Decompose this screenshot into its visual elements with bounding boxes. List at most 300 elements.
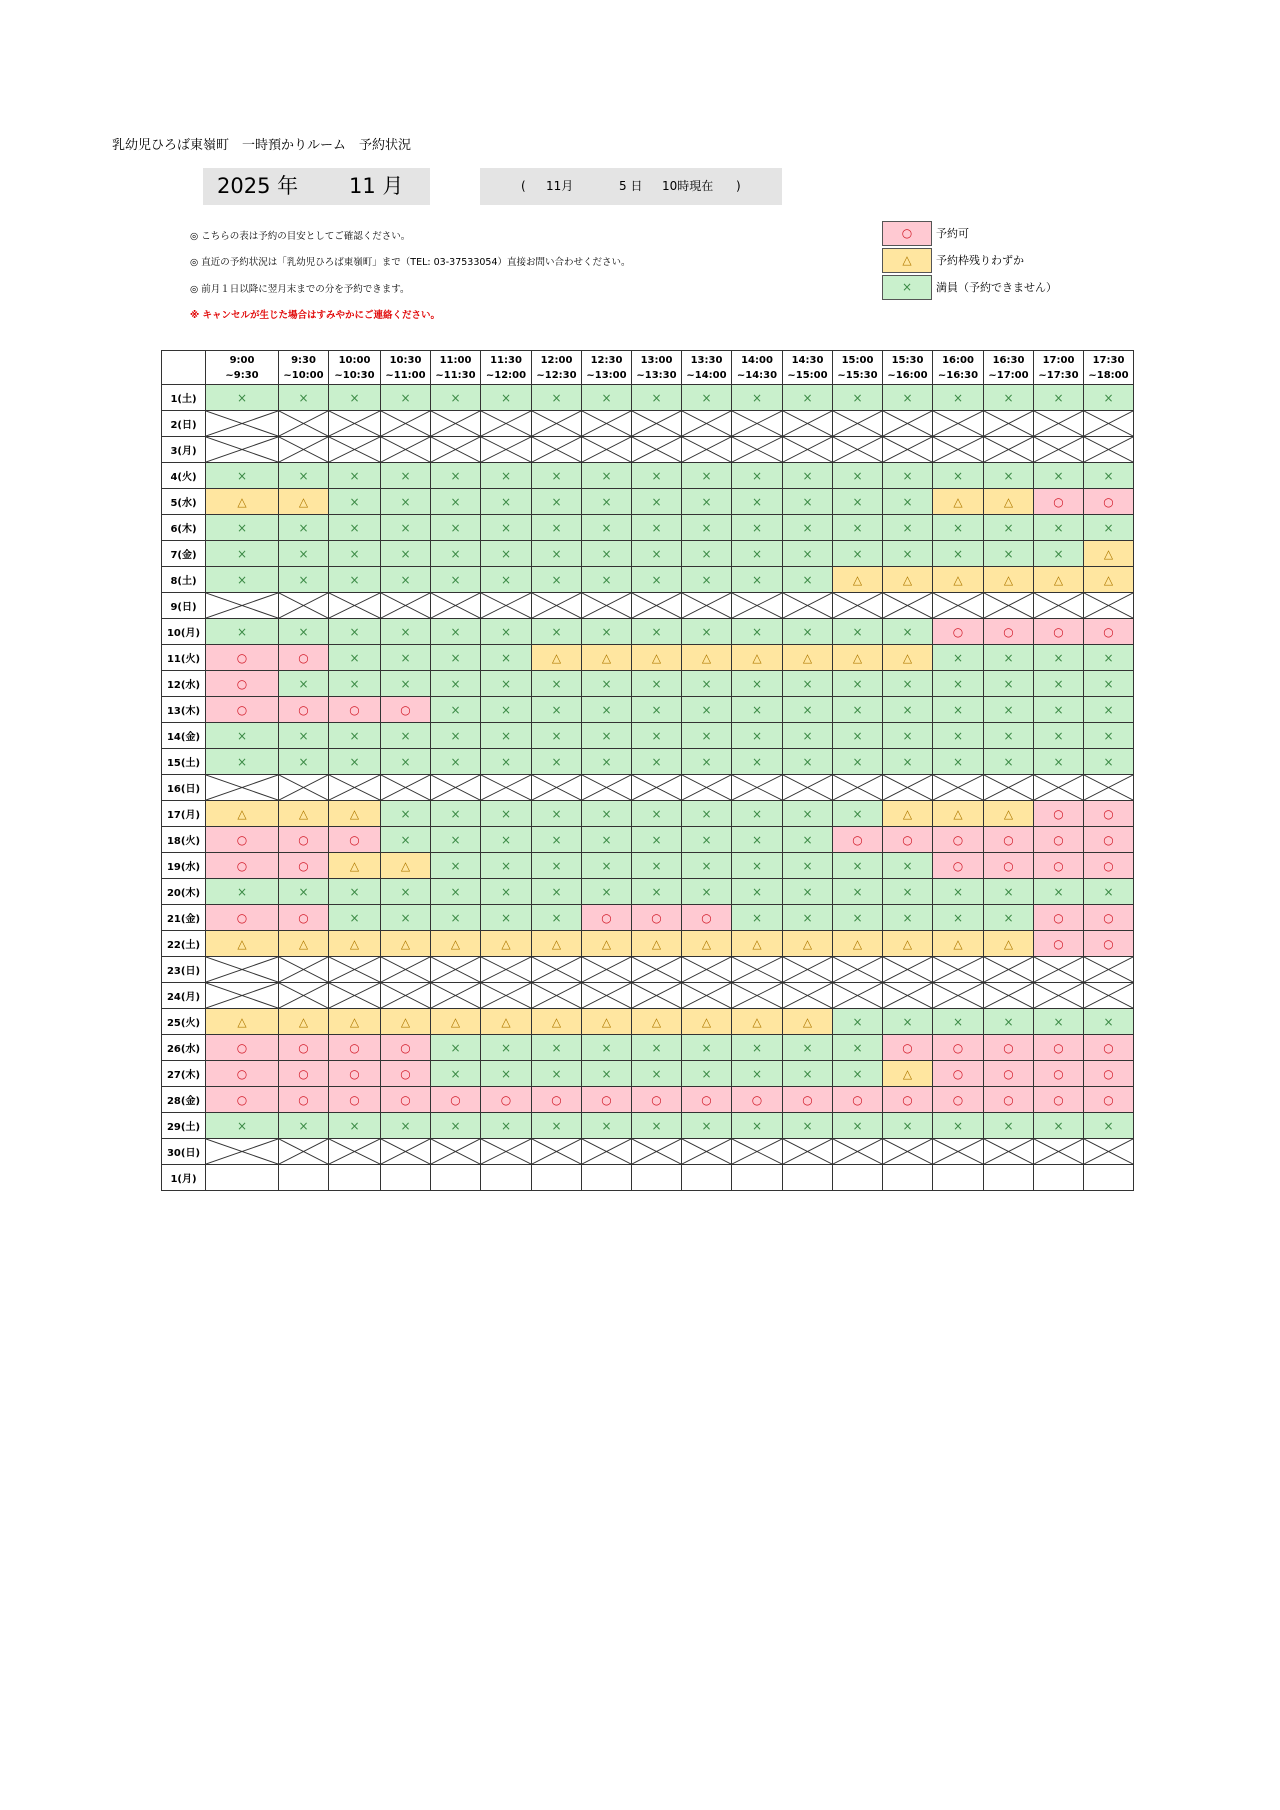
- time-slot-header: [682, 351, 732, 385]
- available-cell: ○: [329, 1035, 381, 1061]
- closed-cross-icon: [532, 411, 581, 436]
- day-label: 3(月): [162, 437, 206, 463]
- closed-cross-icon: [481, 593, 531, 618]
- full-cell: ×: [933, 671, 984, 697]
- full-cell: ×: [381, 489, 431, 515]
- full-cell: ×: [682, 671, 732, 697]
- time-slot-header: [883, 351, 933, 385]
- full-cell: ×: [984, 385, 1034, 411]
- full-cell: ×: [532, 541, 582, 567]
- time-slot-header: [481, 351, 532, 385]
- available-cell: ○: [984, 853, 1034, 879]
- as-of-box: [480, 168, 782, 205]
- full-cell: ×: [381, 801, 431, 827]
- closed-cross-icon: [1084, 437, 1133, 462]
- full-cell: ×: [632, 827, 682, 853]
- full-cell: ×: [481, 749, 532, 775]
- closed-cross-icon: [833, 1139, 882, 1164]
- full-cell: ×: [783, 515, 833, 541]
- day-row: [162, 1087, 1134, 1113]
- full-cell: ×: [632, 619, 682, 645]
- few-left-cell: △: [933, 931, 984, 957]
- slot-start: 13:00: [640, 354, 673, 366]
- closed-cell: [329, 957, 381, 983]
- few-left-cell: △: [1084, 541, 1134, 567]
- closed-cross-icon: [431, 775, 480, 800]
- day-label: 14(金): [162, 723, 206, 749]
- closed-cross-icon: [632, 957, 681, 982]
- full-cell: ×: [532, 879, 582, 905]
- closed-cross-icon: [632, 1139, 681, 1164]
- full-cell: ×: [532, 1035, 582, 1061]
- slot-end: ~15:30: [837, 369, 878, 381]
- reservation-table: [161, 350, 1134, 1191]
- few-left-cell: △: [682, 1009, 732, 1035]
- slot-end: ~9:30: [225, 369, 259, 381]
- closed-cross-icon: [1034, 983, 1083, 1008]
- full-cell: ×: [833, 671, 883, 697]
- available-cell: ○: [1084, 801, 1134, 827]
- few-left-cell: △: [933, 567, 984, 593]
- full-cell: ×: [682, 515, 732, 541]
- full-cell: ×: [329, 541, 381, 567]
- closed-cross-icon: [431, 957, 480, 982]
- closed-cell: [206, 983, 279, 1009]
- empty-cell: [1034, 1165, 1084, 1191]
- full-cell: ×: [833, 697, 883, 723]
- full-cell: ×: [833, 1113, 883, 1139]
- slot-start: 12:30: [590, 354, 623, 366]
- full-cell: ×: [933, 905, 984, 931]
- few-left-cell: △: [883, 567, 933, 593]
- full-cell: ×: [682, 697, 732, 723]
- closed-cross-icon: [481, 983, 531, 1008]
- full-cell: ×: [682, 723, 732, 749]
- slot-start: 15:30: [891, 354, 924, 366]
- slot-start: 9:00: [229, 354, 255, 366]
- full-cell: ×: [582, 567, 632, 593]
- full-cell: ×: [732, 905, 783, 931]
- closed-cross-icon: [206, 957, 278, 982]
- closed-cross-icon: [682, 983, 731, 1008]
- full-cell: ×: [1034, 697, 1084, 723]
- slot-end: ~14:30: [736, 369, 778, 381]
- closed-cell: [431, 411, 481, 437]
- full-cell: ×: [783, 619, 833, 645]
- day-label: 22(土): [162, 931, 206, 957]
- full-cell: ×: [381, 905, 431, 931]
- available-cell: ○: [481, 1087, 532, 1113]
- closed-cell: [381, 1139, 431, 1165]
- full-cell: ×: [431, 541, 481, 567]
- closed-cross-icon: [206, 411, 278, 436]
- full-cell: ×: [329, 515, 381, 541]
- day-label: 28(金): [162, 1087, 206, 1113]
- day-label: 7(金): [162, 541, 206, 567]
- available-cell: ○: [1084, 619, 1134, 645]
- few-left-cell: △: [783, 931, 833, 957]
- closed-cell: [279, 593, 329, 619]
- full-cell: ×: [1084, 749, 1134, 775]
- available-cell: ○: [206, 697, 279, 723]
- full-cell: ×: [833, 619, 883, 645]
- closed-cross-icon: [883, 437, 932, 462]
- closed-cross-icon: [984, 957, 1033, 982]
- time-slot-header: [833, 351, 883, 385]
- full-cell: ×: [732, 827, 783, 853]
- empty-cell: [732, 1165, 783, 1191]
- full-cell: ×: [984, 1009, 1034, 1035]
- available-cell: ○: [933, 1061, 984, 1087]
- closed-cell: [431, 593, 481, 619]
- empty-cell: [582, 1165, 632, 1191]
- few-left-cell: △: [279, 801, 329, 827]
- available-cell: ○: [206, 1035, 279, 1061]
- full-cell: ×: [783, 853, 833, 879]
- full-cell: ×: [732, 749, 783, 775]
- full-cell: ×: [933, 1009, 984, 1035]
- closed-cross-icon: [1084, 593, 1133, 618]
- closed-cross-icon: [682, 775, 731, 800]
- few-left-cell: △: [279, 1009, 329, 1035]
- full-cell: ×: [206, 567, 279, 593]
- day-label: 20(木): [162, 879, 206, 905]
- slot-end: ~10:30: [334, 369, 375, 381]
- few-left-cell: △: [381, 853, 431, 879]
- closed-cell: [279, 1139, 329, 1165]
- closed-cross-icon: [1034, 957, 1083, 982]
- closed-cross-icon: [933, 957, 983, 982]
- full-cell: ×: [883, 905, 933, 931]
- slot-end: ~16:00: [887, 369, 928, 381]
- closed-cross-icon: [1034, 437, 1083, 462]
- few-left-cell: △: [1084, 567, 1134, 593]
- full-cell: ×: [582, 827, 632, 853]
- closed-cross-icon: [381, 957, 430, 982]
- few-left-cell: △: [632, 931, 682, 957]
- closed-cell: [933, 411, 984, 437]
- time-slot-header: [1084, 351, 1134, 385]
- full-cell: ×: [381, 645, 431, 671]
- closed-cross-icon: [329, 983, 380, 1008]
- few-left-cell: △: [984, 489, 1034, 515]
- full-cell: ×: [481, 645, 532, 671]
- full-cell: ×: [682, 489, 732, 515]
- full-cell: ×: [582, 697, 632, 723]
- day-row: [162, 749, 1134, 775]
- full-cell: ×: [582, 385, 632, 411]
- few-left-cell: △: [682, 931, 732, 957]
- closed-cell: [783, 983, 833, 1009]
- day-label: 5(水): [162, 489, 206, 515]
- available-cell: ○: [206, 671, 279, 697]
- available-cell: ○: [279, 827, 329, 853]
- full-cell: ×: [984, 671, 1034, 697]
- full-cell: ×: [532, 619, 582, 645]
- slot-end: ~11:30: [435, 369, 476, 381]
- day-label: 18(火): [162, 827, 206, 853]
- day-row: [162, 619, 1134, 645]
- full-cell: ×: [883, 463, 933, 489]
- full-cell: ×: [279, 567, 329, 593]
- closed-cell: [883, 411, 933, 437]
- slot-end: ~18:00: [1088, 369, 1129, 381]
- full-cell: ×: [783, 1113, 833, 1139]
- full-cell: ×: [933, 749, 984, 775]
- closed-cell: [206, 437, 279, 463]
- full-cell: ×: [431, 697, 481, 723]
- closed-cell: [582, 957, 632, 983]
- closed-cell: [279, 775, 329, 801]
- as-of-open-paren: (: [521, 179, 526, 193]
- closed-cross-icon: [431, 983, 480, 1008]
- full-cell: ×: [381, 827, 431, 853]
- closed-cell: [532, 593, 582, 619]
- closed-cell: [632, 983, 682, 1009]
- time-slot-header: [532, 351, 582, 385]
- day-label: 9(日): [162, 593, 206, 619]
- few-left-cell: △: [833, 567, 883, 593]
- closed-cross-icon: [732, 1139, 782, 1164]
- closed-cross-icon: [783, 593, 832, 618]
- available-cell: ○: [279, 853, 329, 879]
- full-cell: ×: [783, 1035, 833, 1061]
- full-cell: ×: [532, 671, 582, 697]
- time-slot-header: [933, 351, 984, 385]
- closed-cross-icon: [532, 1139, 581, 1164]
- closed-cross-icon: [933, 593, 983, 618]
- available-cell: ○: [381, 1087, 431, 1113]
- closed-cross-icon: [1034, 593, 1083, 618]
- full-cell: ×: [532, 801, 582, 827]
- closed-cell: [481, 957, 532, 983]
- closed-cross-icon: [783, 437, 832, 462]
- available-cell: ○: [279, 1087, 329, 1113]
- closed-cross-icon: [1084, 775, 1133, 800]
- full-cell: ×: [632, 567, 682, 593]
- full-cell: ×: [883, 1009, 933, 1035]
- closed-cell: [933, 593, 984, 619]
- closed-cell: [732, 775, 783, 801]
- closed-cell: [783, 957, 833, 983]
- closed-cross-icon: [279, 593, 328, 618]
- full-cell: ×: [933, 697, 984, 723]
- full-cell: ×: [481, 489, 532, 515]
- few-left-cell: △: [532, 1009, 582, 1035]
- full-cell: ×: [481, 1061, 532, 1087]
- closed-cell: [329, 411, 381, 437]
- slot-start: 16:30: [992, 354, 1025, 366]
- empty-cell: [431, 1165, 481, 1191]
- full-cell: ×: [431, 489, 481, 515]
- few-left-cell: △: [279, 489, 329, 515]
- full-cell: ×: [783, 879, 833, 905]
- full-cell: ×: [783, 567, 833, 593]
- closed-cross-icon: [381, 411, 430, 436]
- full-cell: ×: [481, 619, 532, 645]
- full-cell: ×: [206, 1113, 279, 1139]
- full-cell: ×: [431, 723, 481, 749]
- slot-start: 11:30: [490, 354, 522, 366]
- available-cell: ○: [833, 827, 883, 853]
- available-cell: ○: [682, 905, 732, 931]
- available-cell: ○: [632, 905, 682, 931]
- page-title: 乳幼児ひろば東嶺町 一時預かりルーム 予約状況: [112, 138, 412, 153]
- slot-end: ~12:00: [485, 369, 527, 381]
- slot-end: ~13:30: [636, 369, 677, 381]
- full-cell: ×: [431, 619, 481, 645]
- time-slot-header: [1034, 351, 1084, 385]
- available-cell: ○: [206, 853, 279, 879]
- closed-cross-icon: [279, 411, 328, 436]
- closed-cell: [783, 593, 833, 619]
- closed-cell: [632, 411, 682, 437]
- time-slot-header: [984, 351, 1034, 385]
- full-cell: ×: [481, 853, 532, 879]
- full-cell: ×: [1084, 697, 1134, 723]
- available-cell: ○: [381, 697, 431, 723]
- day-row: [162, 645, 1134, 671]
- full-cell: ×: [481, 1113, 532, 1139]
- cancel-warning: ※ キャンセルが生じた場合はすみやかにご連絡ください。: [190, 310, 441, 321]
- closed-cross-icon: [783, 957, 832, 982]
- few-left-cell: △: [431, 931, 481, 957]
- full-cell: ×: [632, 489, 682, 515]
- legend-few-left-label: 予約枠残りわずか: [936, 254, 1024, 267]
- day-row: [162, 463, 1134, 489]
- available-cell: ○: [1034, 827, 1084, 853]
- closed-cell: [279, 411, 329, 437]
- day-row: [162, 827, 1134, 853]
- closed-cross-icon: [532, 593, 581, 618]
- closed-cross-icon: [532, 957, 581, 982]
- closed-cross-icon: [732, 775, 782, 800]
- full-cell: ×: [279, 723, 329, 749]
- slot-start: 9:30: [291, 354, 316, 366]
- closed-cell: [833, 411, 883, 437]
- closed-cross-icon: [381, 593, 430, 618]
- closed-cross-icon: [783, 411, 832, 436]
- closed-cross-icon: [481, 437, 531, 462]
- slot-start: 12:00: [540, 354, 573, 366]
- closed-cross-icon: [206, 437, 278, 462]
- year-month-box: [203, 168, 430, 205]
- closed-cross-icon: [431, 411, 480, 436]
- closed-cross-icon: [582, 593, 631, 618]
- legend-full-label: 満員（予約できません）: [936, 281, 1057, 294]
- empty-cell: [933, 1165, 984, 1191]
- day-row: [162, 905, 1134, 931]
- closed-cross-icon: [883, 411, 932, 436]
- full-cell: ×: [883, 853, 933, 879]
- day-row: [162, 801, 1134, 827]
- full-cell: ×: [532, 1061, 582, 1087]
- as-of-month: 11月: [546, 179, 574, 193]
- empty-cell: [682, 1165, 732, 1191]
- few-left-cell: △: [883, 1061, 933, 1087]
- closed-cell: [682, 411, 732, 437]
- full-cell: ×: [582, 801, 632, 827]
- few-left-cell: △: [984, 801, 1034, 827]
- full-cell: ×: [682, 1113, 732, 1139]
- slot-start: 17:30: [1092, 354, 1125, 366]
- few-left-cell: △: [632, 1009, 682, 1035]
- closed-cell: [381, 983, 431, 1009]
- day-label: 11(火): [162, 645, 206, 671]
- few-left-cell: △: [381, 931, 431, 957]
- closed-cell: [984, 775, 1034, 801]
- legend-full-swatch: ×: [882, 275, 932, 300]
- few-left-cell: △: [329, 931, 381, 957]
- legend-few-left-swatch: △: [882, 248, 932, 273]
- closed-cross-icon: [1084, 411, 1133, 436]
- closed-cell: [1034, 775, 1084, 801]
- closed-cell: [381, 437, 431, 463]
- closed-cell: [682, 593, 732, 619]
- available-cell: ○: [329, 697, 381, 723]
- day-label: 16(日): [162, 775, 206, 801]
- closed-cell: [632, 437, 682, 463]
- available-cell: ○: [933, 1087, 984, 1113]
- closed-cross-icon: [682, 411, 731, 436]
- full-cell: ×: [833, 463, 883, 489]
- closed-cross-icon: [329, 593, 380, 618]
- full-cell: ×: [933, 515, 984, 541]
- closed-cell: [933, 437, 984, 463]
- closed-cross-icon: [481, 411, 531, 436]
- available-cell: ○: [984, 1035, 1034, 1061]
- few-left-cell: △: [532, 645, 582, 671]
- full-cell: ×: [532, 515, 582, 541]
- full-cell: ×: [1034, 515, 1084, 541]
- as-of-close-paren: ): [736, 179, 741, 193]
- closed-cell: [582, 437, 632, 463]
- full-cell: ×: [481, 723, 532, 749]
- available-cell: ○: [1084, 489, 1134, 515]
- full-cell: ×: [532, 1113, 582, 1139]
- full-cell: ×: [632, 1113, 682, 1139]
- closed-cell: [732, 983, 783, 1009]
- day-row: [162, 931, 1134, 957]
- closed-cross-icon: [632, 593, 681, 618]
- closed-cross-icon: [883, 957, 932, 982]
- closed-cell: [933, 1139, 984, 1165]
- full-cell: ×: [381, 1113, 431, 1139]
- closed-cell: [381, 775, 431, 801]
- closed-cell: [682, 1139, 732, 1165]
- available-cell: ○: [933, 619, 984, 645]
- slot-end: ~17:30: [1038, 369, 1079, 381]
- day-row: [162, 853, 1134, 879]
- slot-start: 10:30: [389, 354, 422, 366]
- full-cell: ×: [783, 905, 833, 931]
- full-cell: ×: [732, 671, 783, 697]
- full-cell: ×: [933, 645, 984, 671]
- full-cell: ×: [1084, 1009, 1134, 1035]
- closed-cell: [783, 775, 833, 801]
- full-cell: ×: [279, 463, 329, 489]
- closed-cell: [1034, 593, 1084, 619]
- full-cell: ×: [833, 749, 883, 775]
- day-label: 15(土): [162, 749, 206, 775]
- empty-cell: [532, 1165, 582, 1191]
- available-cell: ○: [1034, 619, 1084, 645]
- closed-cross-icon: [279, 1139, 328, 1164]
- full-cell: ×: [732, 853, 783, 879]
- full-cell: ×: [632, 749, 682, 775]
- day-label: 12(水): [162, 671, 206, 697]
- day-row: [162, 1061, 1134, 1087]
